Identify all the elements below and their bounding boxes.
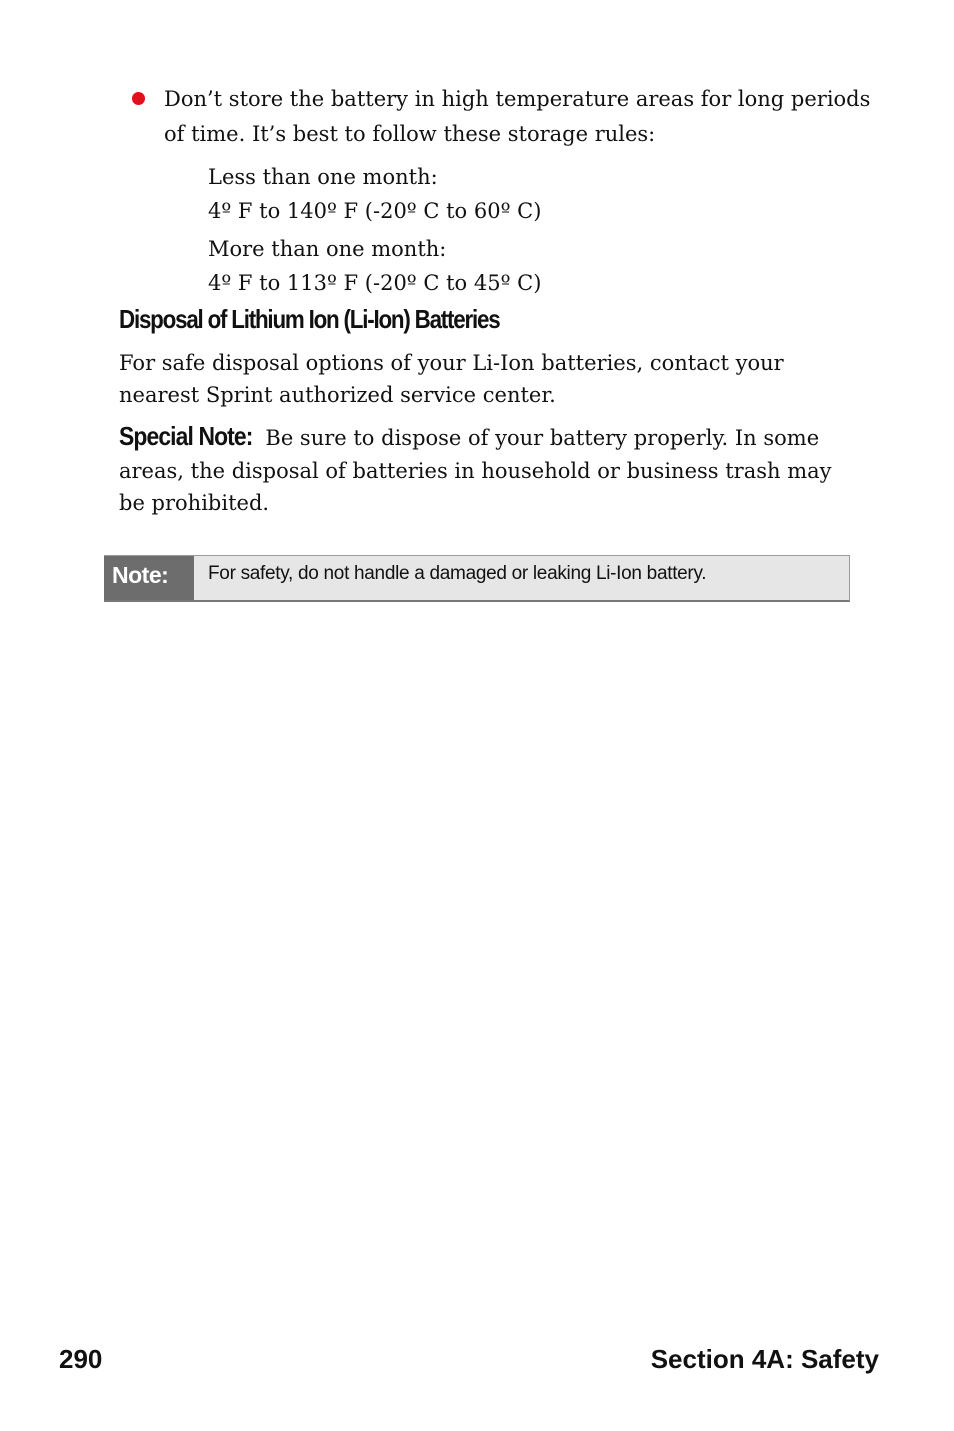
note-box [104, 555, 850, 602]
storage-bullet-text: Don’t store the battery in high temperature areas for long periods of time. It’s best to follow these storage rules: [164, 87, 871, 146]
storage-rule-long-label: More than one month: [208, 237, 447, 261]
disposal-paragraph: For safe disposal options of your Li-Ion batteries, contact your nearest Sprint authorized service center. [119, 351, 784, 407]
storage-rule-short-range: 4º F to 140º F (-20º C to 60º C) [208, 199, 542, 223]
storage-rule-short-label: Less than one month: [208, 165, 438, 189]
special-note-label: Special Note: [119, 421, 253, 451]
section-title: Section 4A: Safety [650, 1344, 879, 1374]
special-note [119, 420, 839, 520]
storage-rule-long-range: 4º F to 113º F (-20º C to 45º C) [208, 271, 542, 295]
note-text: For safety, do not handle a damaged or leaking Li-Ion battery. [194, 556, 849, 600]
disposal-heading: Disposal of Lithium Ion (Li-Ion) Batteries [119, 304, 500, 334]
storage-rules [208, 160, 808, 300]
special-note-text: Be sure to dispose of your battery properly. In some areas, the disposal of batteries in household or business trash may be prohibited. [119, 426, 832, 515]
note-label: Note: [104, 556, 194, 600]
bullet-dot-icon [132, 92, 145, 105]
page-number: 290 [59, 1344, 103, 1374]
